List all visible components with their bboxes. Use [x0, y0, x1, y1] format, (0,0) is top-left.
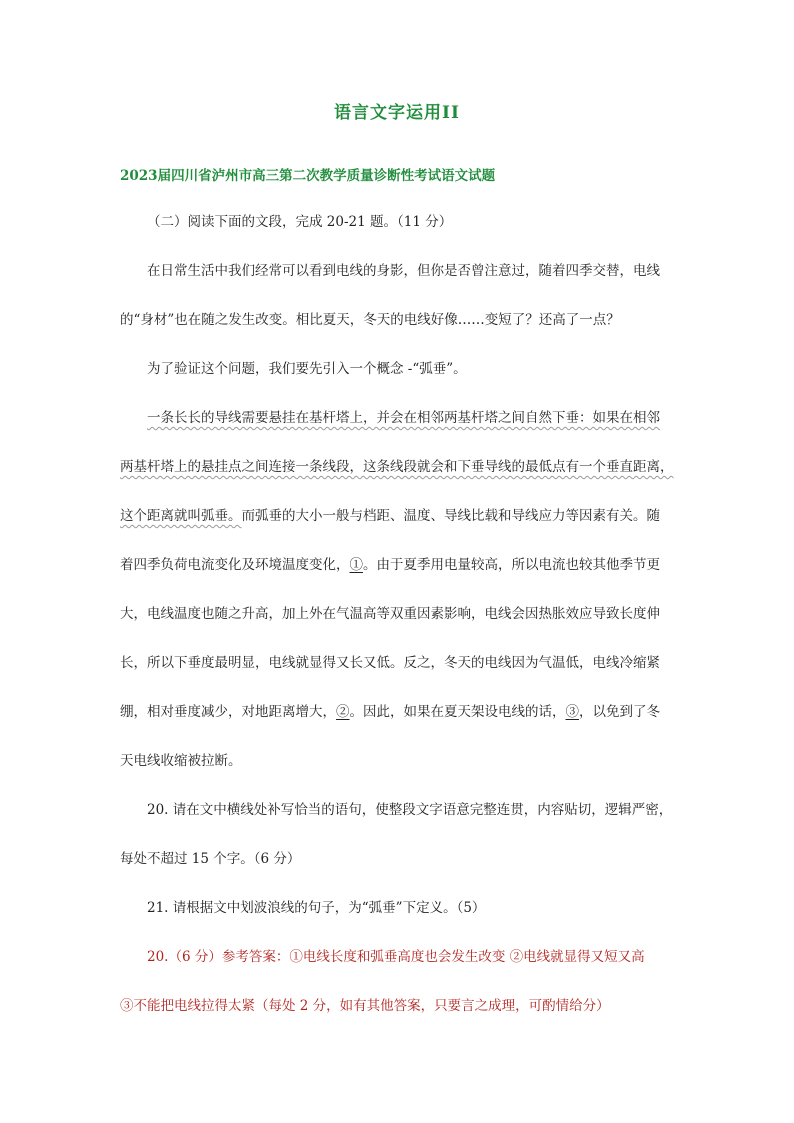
- blank-3: ③: [565, 704, 579, 720]
- para3-line4-b: 。由于夏季用电量较高，所以电流也较其他季节更: [363, 557, 660, 573]
- para3-line2: 两基杆塔上的悬挂点之间连接一条线段，这条线段就会和下垂导线的最低点有一个垂直距离，: [120, 459, 674, 475]
- para3-line6: 长，所以下垂度最明显，电线就显得又长又低。反之，冬天的电线因为气温低，电线冷缩紧: [120, 655, 660, 671]
- page-title: 语言文字运用II: [334, 103, 460, 123]
- para3-line7-b: 。因此，如果在夏天架设电线的话，: [349, 704, 566, 720]
- question-21: 21. 请根据文中划波浪线的句子，为“弧垂”下定义。（5）: [147, 900, 486, 916]
- para3-line7: [120, 702, 660, 722]
- answer-20-line2: ③不能把电线拉得太紧（每处 2 分，如有其他答案，只要言之成理，可酌情给分）: [120, 998, 610, 1014]
- para1-line1: 在日常生活中我们经常可以看到电线的身影，但你是否曾注意过，随着四季交替，电线: [147, 263, 660, 279]
- para3-line3: [120, 506, 660, 526]
- para3-line8: 天电线收缩被拉断。: [120, 753, 242, 769]
- para3-line5: 大，电线温度也随之升高，加上外在气温高等双重因素影响，电线会因热胀效应导致长度伸: [120, 606, 660, 622]
- answer-20-line1: 20.（6 分）参考答案：①电线长度和弧垂高度也会发生改变 ②电线就显得又短又高: [147, 949, 645, 965]
- para3-line7-c: ，以免到了冬: [579, 704, 660, 720]
- blank-2: ②: [336, 704, 350, 720]
- para3-line4: [120, 555, 660, 575]
- para3-line4-a: 着四季负荷电流变化及环境温度变化，: [120, 557, 350, 573]
- question-20-line2: 每处不超过 15 个字。（6 分）: [120, 851, 301, 867]
- wavy-definition-end: 这个距离就叫弧垂。: [120, 508, 242, 524]
- para3-line1: 一条长长的导线需要悬挂在基杆塔上，并会在相邻两基杆塔之间自然下垂：如果在相邻: [147, 410, 660, 426]
- question-20-line1: 20. 请在文中横线处补写恰当的语句，使整段文字语意完整连贯，内容贴切，逻辑严密，: [147, 802, 673, 818]
- instruction-text: （二）阅读下面的文段，完成 20-21 题。（11 分）: [147, 214, 453, 230]
- para2-text: 为了验证这个问题，我们要先引入一个概念 -“弧垂”。: [147, 361, 467, 377]
- para3-line7-a: 绷，相对垂度减少，对地距离增大，: [120, 704, 336, 720]
- blank-1: ①: [349, 557, 363, 573]
- para1-line2: 的“身材”也在随之发生改变。相比夏天，冬天的电线好像……变短了？还高了一点？: [120, 312, 620, 328]
- para3-line3-rest: 而弧垂的大小一般与档距、温度、导线比载和导线应力等因素有关。随: [241, 508, 660, 524]
- exam-subtitle: 2023届四川省泸州市高三第二次教学质量诊断性考试语文试题: [120, 168, 496, 184]
